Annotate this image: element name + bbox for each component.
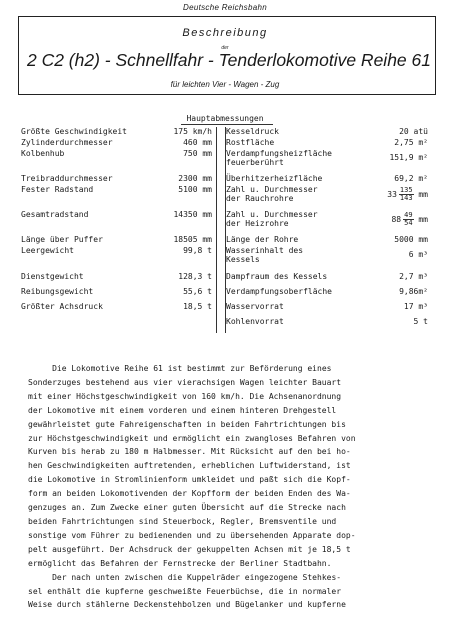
text-line: form an beiden Lokomotivenden der Kopfform der beiden Enden des Wa- [28, 489, 351, 499]
dims-value: 6 m³ [408, 250, 428, 259]
dims-label-line: Verdampfungsoberfläche [226, 287, 332, 296]
section-title-hauptabmessungen: Hauptabmessungen [186, 114, 264, 123]
dims-label [226, 174, 322, 183]
dims-value-unit: mm [413, 215, 428, 224]
text-line: genzuges an. Zum Zwecke einer guten Übersicht auf die Strecke nach [28, 503, 346, 513]
dims-label [226, 317, 284, 326]
title-beschreibung: Beschreibung [182, 27, 268, 39]
dims-value: 2,75 m² [394, 138, 428, 147]
description-text [28, 362, 436, 612]
dims-label [226, 235, 298, 244]
dims-value: 18,5 t [183, 302, 212, 311]
dims-value: 14350 mm [173, 210, 212, 219]
dims-label [21, 185, 93, 194]
dims-value-count: 88 [391, 215, 402, 224]
dims-value: 175 km/h [173, 127, 212, 136]
dims-label [226, 272, 327, 281]
dims-label-line: Überhitzerheizfläche [226, 174, 323, 183]
dims-value: 750 mm [183, 149, 212, 158]
dims-label-line: Dampfraum des Kessels [226, 272, 328, 281]
dims-value [391, 212, 428, 227]
dims-label-line: Dienstgewicht [21, 272, 84, 281]
dims-value: 2,7 m³ [399, 272, 428, 281]
dims-value: 151,9 m² [389, 153, 428, 162]
dims-label-line: Zahl u. Durchmesser [226, 185, 318, 194]
dims-label-line: Kohlenvorrat [226, 317, 284, 326]
dims-label-line: Kesseldruck [226, 127, 279, 136]
dims-label [21, 138, 113, 147]
dims-label-line: feuerberührt [226, 158, 284, 167]
dims-label-line: Wasserinhalt des [226, 246, 304, 255]
dims-value: 5000 mm [394, 235, 428, 244]
dims-value: 2300 mm [178, 174, 212, 183]
dims-value: 69,2 m² [394, 174, 428, 183]
dims-label-line: Länge der Rohre [226, 235, 299, 244]
dims-value: 17 m³ [403, 302, 428, 311]
text-line: beiden Fahrtrichtungen sind Steuerbock, Regler, Bremsventile und [28, 516, 337, 526]
dims-label [226, 210, 318, 228]
dims-value: 9,86m² [399, 287, 428, 296]
dims-label-line: Fester Radstand [21, 185, 94, 194]
text-line: der Lokomotive mit einem vorderen und einem hinteren Drehgestell [28, 405, 337, 415]
dims-value: 18505 mm [173, 235, 212, 244]
fraction-denominator: 143 [399, 194, 413, 202]
title-frame-rule [18, 94, 436, 95]
dims-label-line: Gesamtradstand [21, 210, 89, 219]
dims-label [21, 272, 84, 281]
dims-label-line: Größter Achsdruck [21, 302, 103, 311]
dims-value: 99,8 t [183, 246, 212, 255]
dims-label-line: Reibungsgewicht [21, 287, 94, 296]
dims-label [226, 127, 279, 136]
fraction-numerator: 135 [399, 186, 413, 194]
dims-value-count: 33 [387, 190, 397, 199]
dims-value: 5 t [413, 317, 428, 326]
dims-label [226, 185, 318, 203]
text-line: sel enthält die kupferne geschweißte Feuerbüchse, die in normaler [28, 586, 342, 596]
dims-label [21, 235, 103, 244]
dims-label [21, 302, 103, 311]
fraction-numerator: 49 [404, 211, 413, 219]
dims-label-line: Kessels [226, 255, 260, 264]
dims-label [226, 246, 303, 264]
text-line: ermöglicht das Befahren der Fernstrecke der Berliner Stadtbahn. [28, 558, 332, 568]
dims-label [226, 287, 332, 296]
dims-value-unit: mm [413, 190, 428, 199]
text-line: Die Lokomotive Reihe 61 ist bestimmt zur Beförderung eines [28, 364, 332, 373]
text-line: mit einer Höchstgeschwindigkeit von 160 km/h. Die Achsenanordnung [28, 391, 342, 401]
text-line: Weise durch stählerne Deckenstehbolzen und Bügelanker und kupferne [28, 600, 346, 610]
text-line: Der nach unten zwischen die Kuppelräder eingezogene Stehkes- [28, 572, 342, 582]
title-der: der [221, 45, 229, 51]
dims-value: 460 mm [183, 138, 212, 147]
text-line: die Lokomotive in Stromlinienform umkleidet und paßt sich die Kopf- [28, 475, 351, 485]
dims-value: 128,3 t [178, 272, 212, 281]
section-underline [181, 124, 273, 125]
dims-label [21, 174, 113, 183]
dims-value-fraction [399, 187, 414, 202]
fraction-denominator: 54 [404, 219, 413, 227]
dims-label-line: Rostfläche [226, 138, 275, 147]
dims-value: 20 atü [399, 127, 428, 136]
railway-name: Deutsche Reichsbahn [183, 3, 267, 12]
text-line: sonstige vom Führer zu bedienenden und zu übersehenden Apparate dop- [28, 530, 356, 540]
text-line: Kurven bis herab zu 180 m Halbmesser. Mit Rücksicht auf den bei ho- [28, 447, 351, 457]
text-line: hen Geschwindigkeiten auftretenden, erheblichen Luftwiderstand, ist [28, 461, 351, 471]
text-line: pelt ausgeführt. Der Achsdruck der gekuppelten Achsen mit je 18,5 t [28, 544, 351, 554]
dims-value: 5100 mm [178, 185, 212, 194]
text-line: Sonderzuges bestehend aus vier vierachsigen Wagen leichter Bauart [28, 377, 342, 387]
dims-label-line: Länge über Puffer [21, 235, 103, 244]
dims-label [21, 127, 127, 136]
dims-value-fraction [403, 212, 413, 227]
dims-label-line: Verdampfungsheizfläche [226, 149, 332, 158]
dims-label-line: Treibraddurchmesser [21, 174, 113, 183]
dims-value: 55,6 t [183, 287, 212, 296]
dims-label-line: Wasservorrat [226, 302, 284, 311]
dims-value [387, 187, 428, 202]
text-line: zur Höchstgeschwindigkeit und ermöglicht ein zwangloses Befahren von [28, 433, 356, 443]
dims-label-line: Kolbenhub [21, 149, 65, 158]
dims-label [21, 149, 64, 158]
dims-label-line: der Rauchrohre [226, 194, 294, 203]
dims-label-line: Leergewicht [21, 246, 74, 255]
dims-label [21, 210, 88, 219]
dims-label-line: Größte Geschwindigkeit [21, 127, 127, 136]
dims-label [226, 302, 284, 311]
page-title: 2 C2 (h2) - Schnellfahr - Tenderlokomotive Reihe 61 [26, 50, 431, 70]
dims-label [21, 246, 74, 255]
text-line: gewährleistet gute Fahreigenschaften in beiden Fahrtrichtungen bis [28, 419, 346, 429]
column-divider [216, 127, 217, 333]
page-subtitle: für leichten Vier - Wagen - Zug [170, 80, 280, 89]
dims-label [226, 149, 332, 167]
dims-label-line: Zylinderdurchmesser [21, 138, 113, 147]
dims-label [21, 287, 93, 296]
dims-label [226, 138, 274, 147]
dims-label-line: der Heizrohre [226, 219, 289, 228]
dims-label-line: Zahl u. Durchmesser [226, 210, 318, 219]
